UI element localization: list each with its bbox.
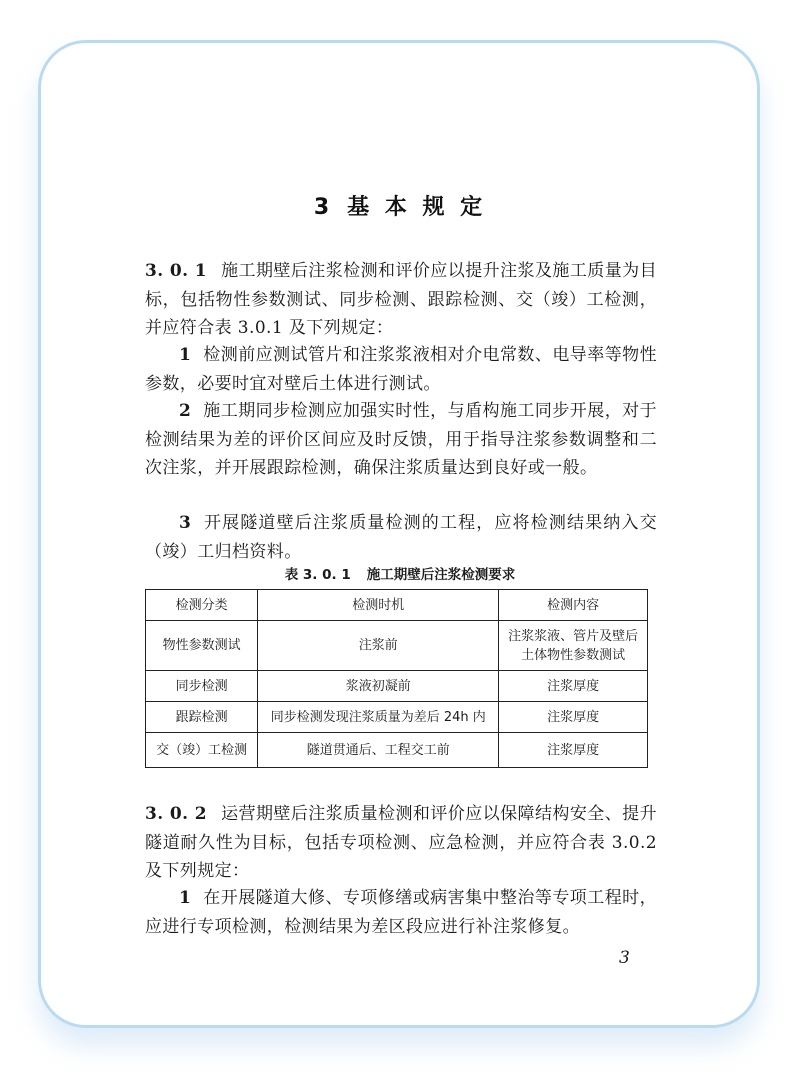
item-text: 在开展隧道大修、专项修缮或病害集中整治等专项工程时，应进行专项检测，检测结果为差区段应进行补注浆修复。 — [145, 888, 657, 937]
cell-timing: 隧道贯通后、工程交工前 — [258, 733, 499, 768]
table-row — [146, 671, 648, 702]
table-row — [146, 621, 648, 671]
chapter-title — [0, 190, 800, 221]
cell-category: 跟踪检测 — [146, 702, 258, 733]
cell-content: 注浆厚度 — [499, 671, 648, 702]
cell-category: 交（竣）工检测 — [146, 733, 258, 768]
item-number: 1 — [179, 888, 192, 908]
chapter-title-text: 基 本 规 定 — [347, 195, 487, 220]
cell-timing: 浆液初凝前 — [258, 671, 499, 702]
clause-3-0-2-item-1 — [145, 884, 657, 941]
clause-3-0-1 — [145, 257, 657, 343]
clause-3-0-1-item-3 — [145, 509, 657, 566]
cell-content: 注浆浆液、管片及壁后土体物性参数测试 — [499, 621, 648, 671]
page-number: 3 — [619, 948, 630, 968]
clause-text: 施工期壁后注浆检测和评价应以提升注浆及施工质量为目标，包括物性参数测试、同步检测、跟踪检测、交（竣）工检测，并应符合表 3.0.1 及下列规定： — [145, 261, 658, 338]
cell-category: 同步检测 — [146, 671, 258, 702]
header-timing: 检测时机 — [258, 590, 499, 621]
cell-content: 注浆厚度 — [499, 733, 648, 768]
cell-category: 物性参数测试 — [146, 621, 258, 671]
table-caption-number: 表 3. 0. 1 — [284, 567, 351, 583]
cell-timing: 注浆前 — [258, 621, 499, 671]
cell-content: 注浆厚度 — [499, 702, 648, 733]
clause-number: 3. 0. 1 — [145, 261, 208, 281]
requirements-table — [145, 589, 648, 768]
item-number: 2 — [179, 401, 192, 421]
item-text: 检测前应测试管片和注浆浆液相对介电常数、电导率等物性参数，必要时宜对壁后土体进行测试。 — [145, 345, 657, 394]
clause-3-0-2 — [145, 800, 657, 886]
table-row — [146, 702, 648, 733]
chapter-number: 3 — [313, 195, 334, 220]
table-row — [146, 733, 648, 768]
clause-number: 3. 0. 2 — [145, 804, 208, 824]
item-number: 3 — [179, 513, 192, 533]
item-text: 开展隧道壁后注浆质量检测的工程，应将检测结果纳入交（竣）工归档资料。 — [145, 513, 657, 562]
header-category: 检测分类 — [146, 590, 258, 621]
header-content: 检测内容 — [499, 590, 648, 621]
table-caption-title: 施工期壁后注浆检测要求 — [366, 567, 516, 583]
table-caption — [0, 563, 800, 583]
item-text: 施工期同步检测应加强实时性，与盾构施工同步开展，对于检测结果为差的评价区间应及时反馈，用于指导注浆参数调整和二次注浆，并开展跟踪检测，确保注浆质量达到良好或一般。 — [145, 401, 657, 478]
cell-timing: 同步检测发现注浆质量为差后 24h 内 — [258, 702, 499, 733]
table-header-row — [146, 590, 648, 621]
item-number: 1 — [179, 345, 192, 365]
clause-text: 运营期壁后注浆质量检测和评价应以保障结构安全、提升隧道耐久性为目标，包括专项检测、应急检测，并应符合表 3.0.2 及下列规定： — [145, 804, 658, 881]
clause-3-0-1-item-1 — [145, 341, 657, 398]
clause-3-0-1-item-2 — [145, 397, 657, 483]
